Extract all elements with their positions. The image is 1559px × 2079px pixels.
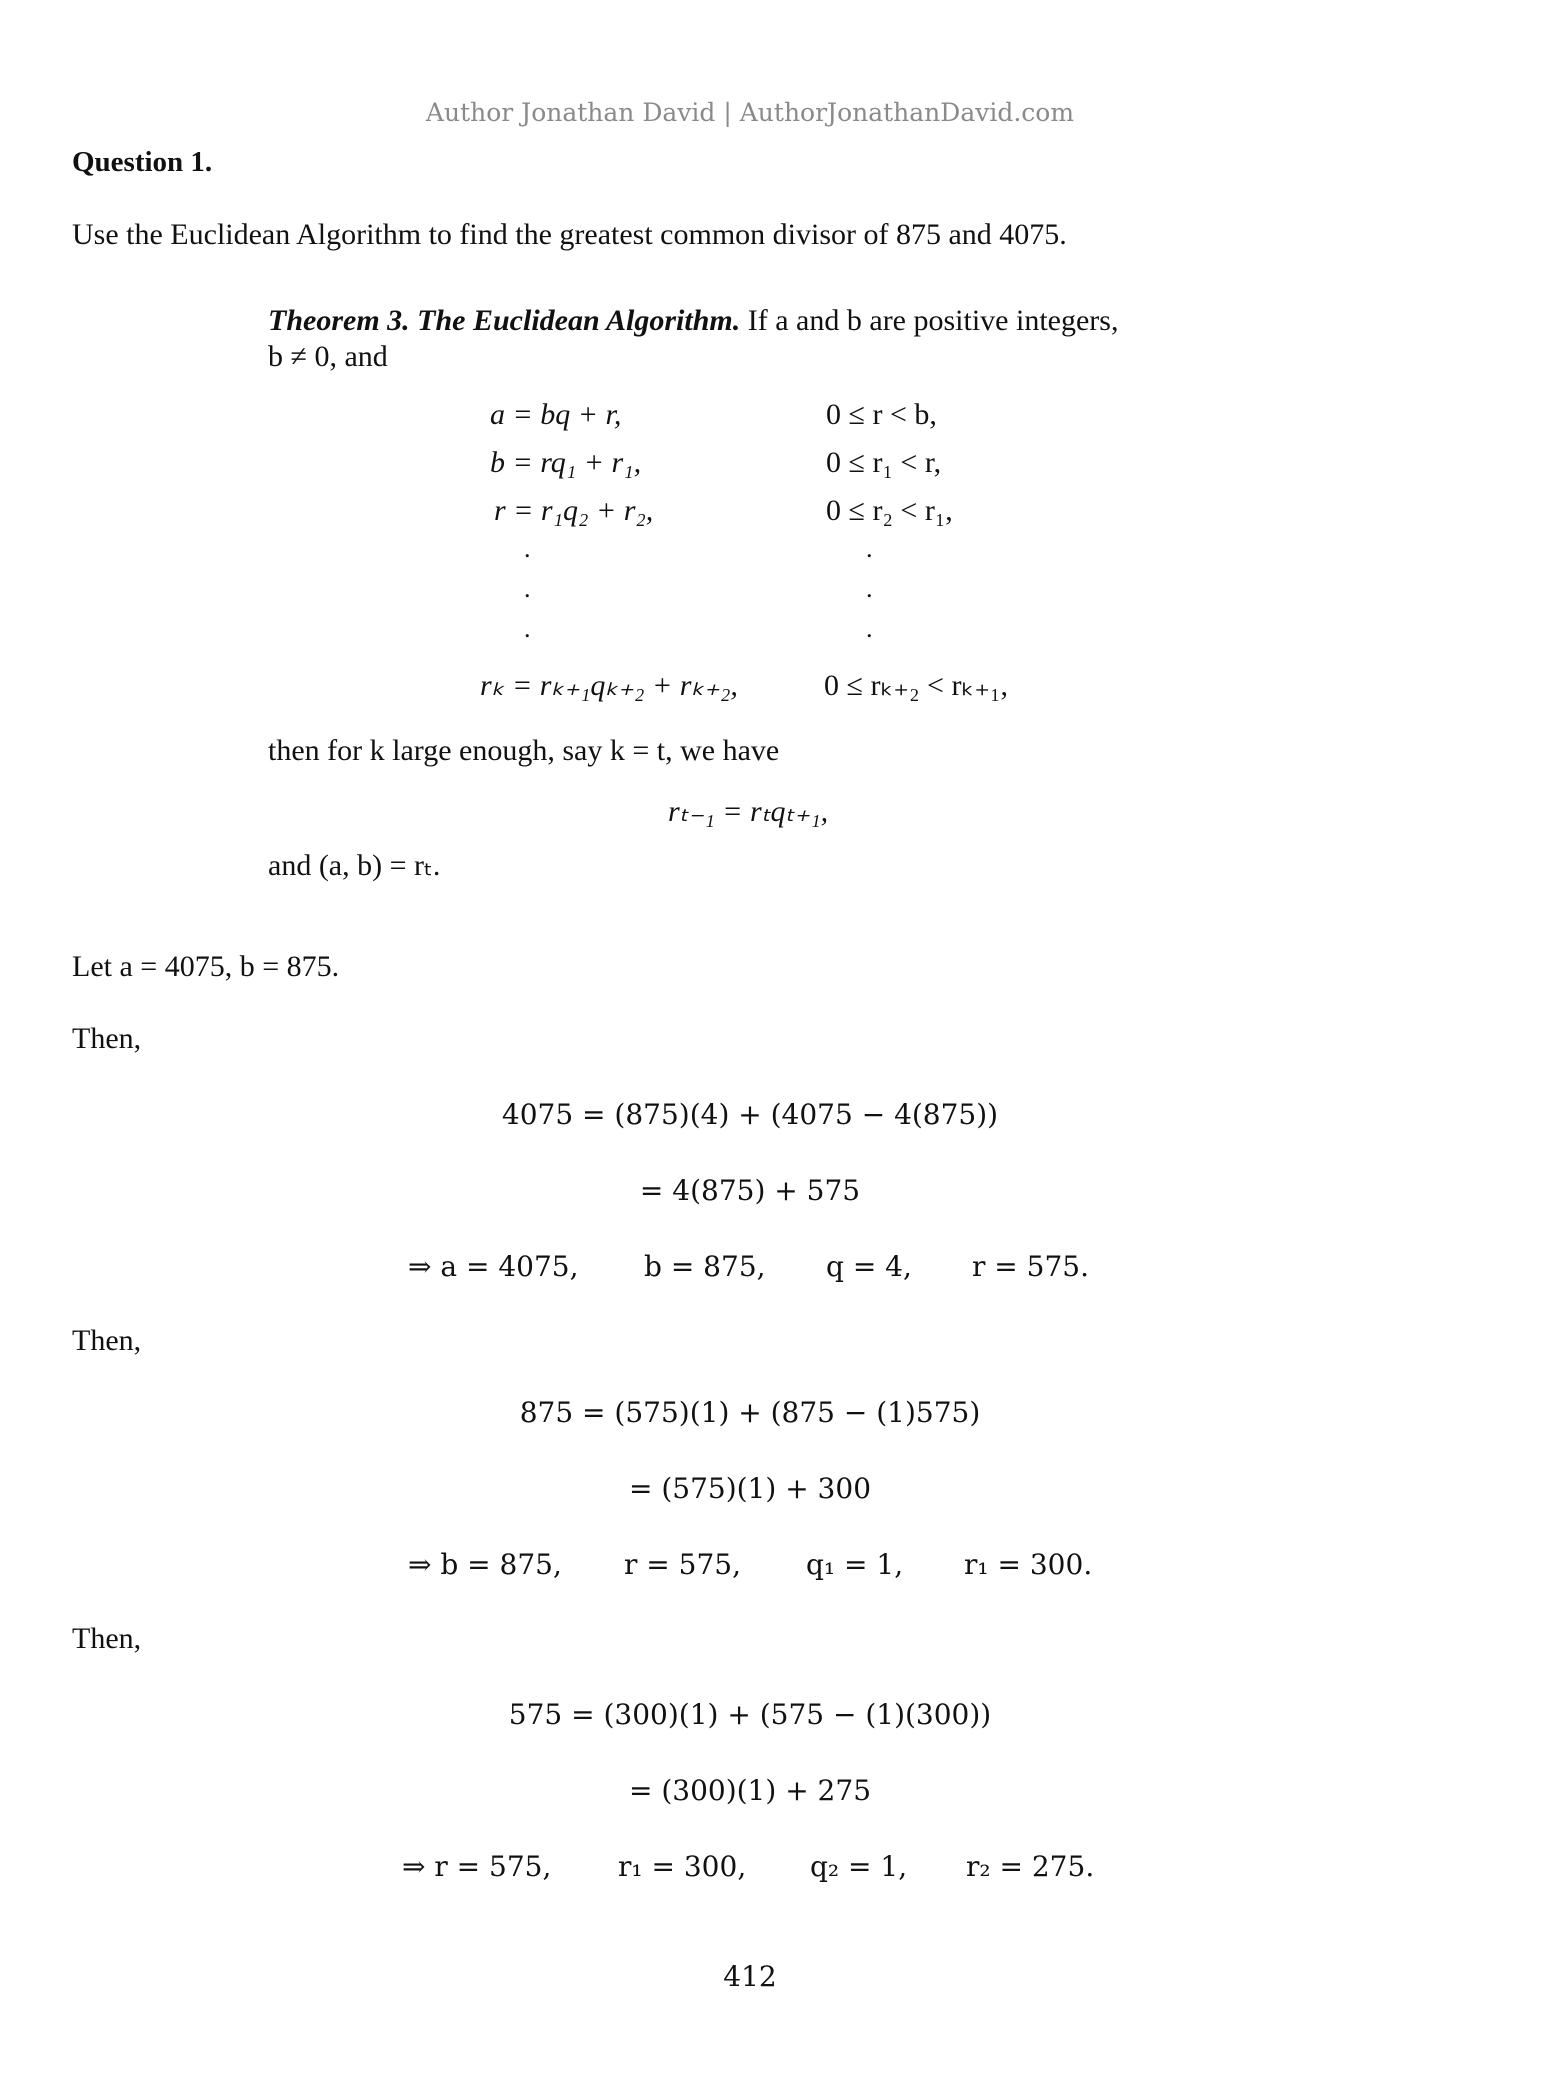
theorem-last-eq: rₖ = rₖ₊₁qₖ₊₂ + rₖ₊₂, bbox=[480, 669, 738, 702]
step2-implies-q1: q₁ = 1, bbox=[806, 1548, 904, 1581]
theorem-eq-3: r = r₁q₂ + r₂, bbox=[494, 494, 654, 527]
ellipsis-dot: . bbox=[524, 534, 531, 563]
step3-implies-q2: q₂ = 1, bbox=[810, 1850, 908, 1883]
theorem-and-text: and (a, b) = rₜ. bbox=[268, 849, 441, 882]
then-label: Then, bbox=[72, 1022, 142, 1055]
ellipsis-dot: . bbox=[524, 574, 531, 603]
step1-implies-r: r = 575. bbox=[972, 1250, 1089, 1283]
step2-implies-b: ⇒ b = 875, bbox=[408, 1548, 562, 1581]
ellipsis-dot: . bbox=[866, 574, 873, 603]
theorem-intro: If a and b are positive integers, bbox=[747, 304, 1119, 337]
page-header: Author Jonathan David | AuthorJonathanDavid.com bbox=[425, 98, 1075, 127]
page-number: 412 bbox=[723, 1960, 777, 1993]
step2-line2: = (575)(1) + 300 bbox=[628, 1472, 872, 1505]
step1-implies-a: ⇒ a = 4075, bbox=[408, 1250, 579, 1283]
then-label: Then, bbox=[72, 1622, 142, 1655]
theorem-cond-1: 0 ≤ r < b, bbox=[826, 398, 937, 431]
step3-implies-r1: r₁ = 300, bbox=[618, 1850, 747, 1883]
step1-implies-b: b = 875, bbox=[644, 1250, 766, 1283]
step3-line1: 575 = (300)(1) + (575 − (1)(300)) bbox=[508, 1698, 992, 1731]
then-label: Then, bbox=[72, 1324, 142, 1357]
theorem-final-eq: rₜ₋₁ = rₜqₜ₊₁, bbox=[668, 795, 829, 828]
theorem-eq-2: b = rq₁ + r₁, bbox=[490, 446, 642, 479]
theorem-heading bbox=[268, 304, 1118, 338]
theorem-last-cond: 0 ≤ rₖ₊₂ < rₖ₊₁, bbox=[824, 669, 1008, 702]
question-title: Question 1. bbox=[72, 146, 213, 178]
theorem-then-text: then for k large enough, say k = t, we have bbox=[268, 734, 780, 767]
step3-line2: = (300)(1) + 275 bbox=[628, 1774, 872, 1807]
theorem-cond-3: 0 ≤ r₂ < r₁, bbox=[826, 494, 953, 527]
let-statement: Let a = 4075, b = 875. bbox=[72, 950, 340, 983]
step1-line1: 4075 = (875)(4) + (4075 − 4(875)) bbox=[501, 1098, 999, 1131]
theorem-cond-2: 0 ≤ r₁ < r, bbox=[826, 446, 942, 479]
step1-implies-q: q = 4, bbox=[826, 1250, 912, 1283]
step1-line2: = 4(875) + 575 bbox=[639, 1174, 861, 1207]
step2-implies-r1: r₁ = 300. bbox=[964, 1548, 1093, 1581]
step3-implies-r2: r₂ = 275. bbox=[966, 1850, 1095, 1883]
ellipsis-dot: . bbox=[866, 534, 873, 563]
ellipsis-dot: . bbox=[524, 614, 531, 643]
theorem-title: Theorem 3. The Euclidean Algorithm. bbox=[268, 304, 741, 337]
question-prompt: Use the Euclidean Algorithm to find the greatest common divisor of 875 and 4075. bbox=[72, 218, 1067, 251]
step3-implies-r: ⇒ r = 575, bbox=[402, 1850, 552, 1883]
step2-implies-r: r = 575, bbox=[624, 1548, 741, 1581]
theorem-eq-1: a = bq + r, bbox=[490, 398, 622, 431]
ellipsis-dot: . bbox=[866, 614, 873, 643]
step2-line1: 875 = (575)(1) + (875 − (1)575) bbox=[519, 1396, 981, 1429]
theorem-intro-2: b ≠ 0, and bbox=[268, 340, 388, 373]
